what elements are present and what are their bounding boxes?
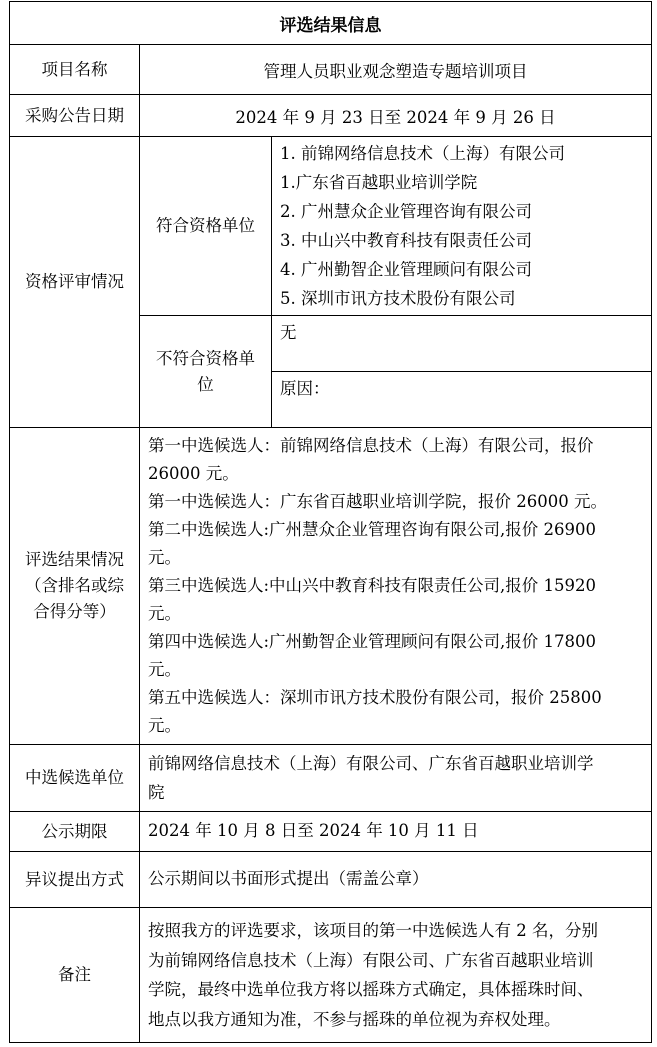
objection-label: 异议提出方式 bbox=[10, 852, 140, 908]
winner-line: 前锦网络信息技术（上海）有限公司、广东省百越职业培训学 bbox=[148, 754, 594, 773]
winner-label: 中选候选单位 bbox=[10, 745, 140, 812]
procurement-date-row bbox=[10, 95, 652, 137]
publicity-label: 公示期限 bbox=[10, 812, 140, 852]
remarks-value bbox=[140, 908, 652, 1043]
unqualified-label bbox=[140, 316, 272, 428]
result-line: 第一中选候选人：广东省百越职业培训学院，报价 26000 元。 bbox=[148, 492, 607, 511]
qualified-list bbox=[272, 137, 652, 316]
winner-row bbox=[10, 745, 652, 812]
remarks-line: 地点以我方通知为准，不参与摇珠的单位视为弃权处理。 bbox=[148, 1009, 561, 1029]
publicity-row bbox=[10, 812, 652, 852]
list-item: 1. 前锦网络信息技术（上海）有限公司 bbox=[280, 144, 565, 163]
winner-line: 院 bbox=[148, 783, 165, 802]
result-line: 第五中选候选人：深圳市讯方技术股份有限公司，报价 25800 bbox=[148, 688, 602, 707]
qualified-row bbox=[10, 137, 652, 316]
list-item: 5. 深圳市讯方技术股份有限公司 bbox=[280, 289, 516, 308]
winner-value bbox=[140, 745, 652, 812]
project-row bbox=[10, 45, 652, 95]
list-item: 4. 广州勤智企业管理顾问有限公司 bbox=[280, 260, 532, 279]
table-title: 评选结果信息 bbox=[10, 2, 652, 45]
remarks-row bbox=[10, 908, 652, 1043]
objection-row bbox=[10, 852, 652, 908]
publicity-value: 2024 年 10 月 8 日至 2024 年 10 月 11 日 bbox=[140, 812, 652, 852]
result-line: 第二中选候选人:广州慧众企业管理咨询有限公司,报价 26900 bbox=[148, 520, 597, 539]
list-item: 1.广东省百越职业培训学院 bbox=[280, 173, 478, 192]
results-row bbox=[10, 428, 652, 745]
project-value: 管理人员职业观念塑造专题培训项目 bbox=[140, 45, 652, 95]
result-line: 元。 bbox=[148, 548, 181, 567]
qualified-label: 符合资格单位 bbox=[140, 137, 272, 316]
result-line: 元。 bbox=[148, 716, 181, 735]
procurement-date-value: 2024 年 9 月 23 日至 2024 年 9 月 26 日 bbox=[140, 95, 652, 137]
list-item: 2. 广州慧众企业管理咨询有限公司 bbox=[280, 202, 532, 221]
unqualified-label-line: 位 bbox=[197, 374, 214, 394]
list-item: 3. 中山兴中教育科技有限责任公司 bbox=[280, 231, 532, 250]
procurement-date-label: 采购公告日期 bbox=[10, 95, 140, 137]
result-line: 第一中选候选人：前锦网络信息技术（上海）有限公司，报价 bbox=[148, 436, 594, 455]
results-value bbox=[140, 428, 652, 745]
results-table bbox=[9, 1, 652, 1043]
title-row bbox=[10, 2, 652, 45]
results-label-line: （含排名或综 bbox=[25, 576, 124, 595]
remarks-line: 为前锦网络信息技术（上海）有限公司、广东省百越职业培训 bbox=[148, 950, 594, 970]
result-line: 元。 bbox=[148, 660, 181, 679]
unqualified-value: 无 bbox=[272, 316, 652, 372]
result-line: 元。 bbox=[148, 604, 181, 623]
remarks-line: 按照我方的评选要求，该项目的第一中选候选人有 2 名，分别 bbox=[148, 921, 598, 940]
project-label: 项目名称 bbox=[10, 45, 140, 95]
result-line: 26000 元。 bbox=[148, 464, 239, 483]
reason-label: 原因： bbox=[272, 372, 652, 428]
result-line: 第三中选候选人:中山兴中教育科技有限责任公司,报价 15920 bbox=[148, 576, 597, 595]
objection-value: 公示期间以书面形式提出（需盖公章） bbox=[140, 852, 652, 908]
remarks-line: 学院，最终中选单位我方将以摇珠方式确定，具体摇珠时间、 bbox=[148, 980, 594, 999]
results-label bbox=[10, 428, 140, 745]
unqualified-label-line: 不符合资格单 bbox=[156, 348, 255, 368]
remarks-label: 备注 bbox=[10, 908, 140, 1043]
qualification-label: 资格评审情况 bbox=[10, 137, 140, 428]
results-label-line: 评选结果情况 bbox=[25, 550, 124, 569]
results-label-line: 合得分等） bbox=[33, 602, 116, 621]
result-line: 第四中选候选人:广州勤智企业管理顾问有限公司,报价 17800 bbox=[148, 632, 597, 651]
